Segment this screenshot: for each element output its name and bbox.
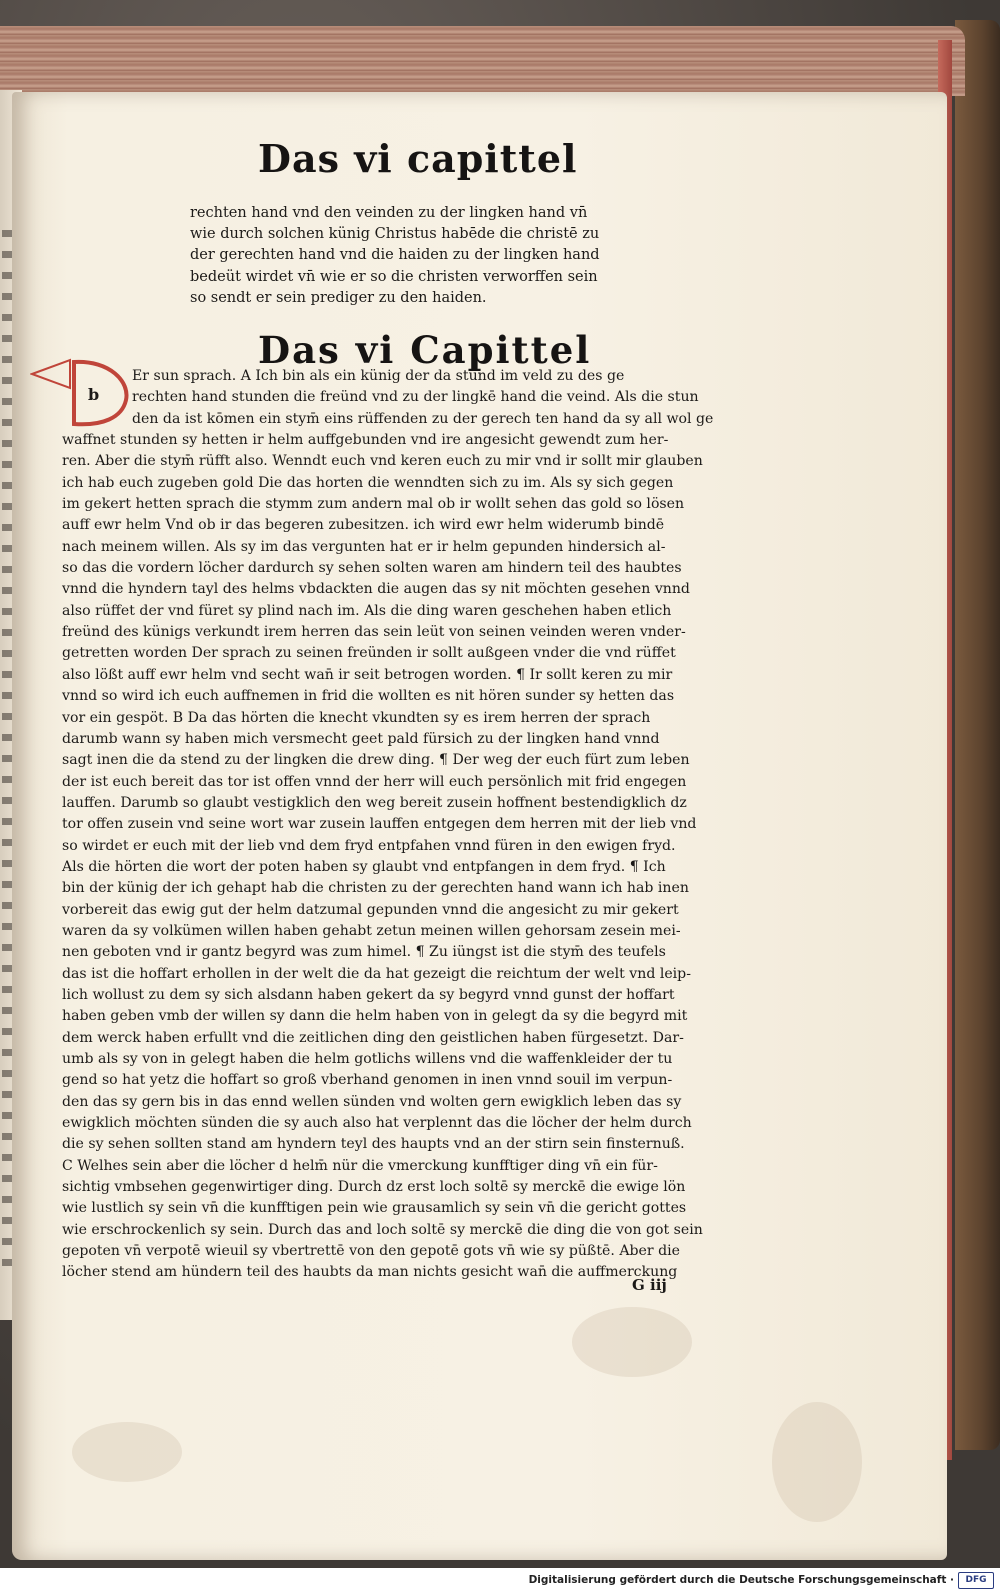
text-line: lich wollust zu dem sy sich alsdann haben gekert da sy begyrd vnnd gunst der hoffart bbox=[62, 986, 675, 1003]
text-line: vnnd die hyndern tayl des helms vbdackten die augen das sy nit möchten gesehen vnnd bbox=[62, 581, 690, 598]
chapter-body bbox=[62, 366, 744, 1284]
text-line: vorbereit das ewig gut der helm datzumal gepunden vnnd die angesicht zu mir gekert bbox=[62, 901, 679, 918]
text-line: waffnet stunden sy hetten ir helm auffgebunden vnd ire angesicht gewendt zum her- bbox=[62, 432, 669, 449]
text-line: löcher stend am hündern teil des haubts da man nichts gesicht wan̄ die auffmerckung bbox=[62, 1264, 678, 1281]
text-line: also rüffet der vnd füret sy plind nach im. Als die ding waren geschehen haben etlich bbox=[62, 602, 672, 619]
footer-bar bbox=[0, 1568, 1000, 1594]
text-line: vnnd so wird ich euch auffnemen in frid die wollten es nit hören sunder sy hetten das bbox=[62, 688, 675, 705]
text-line: nen geboten vnd ir gantz begyrd was zum himel. ¶ Zu iüngst ist die stym̄ des teufels bbox=[62, 944, 666, 961]
text-line: haben geben vmb der willen sy dann die helm haben von in gelegt da sy die begyrd mit bbox=[62, 1008, 688, 1025]
page-number: G iij bbox=[632, 1276, 667, 1294]
text-line: der ist euch bereit das tor ist offen vnnd der herr will euch persönlich mit frid engegen bbox=[62, 773, 687, 790]
text-line: so sendt er sein prediger zu den haiden. bbox=[190, 289, 487, 306]
text-line: Als die hörten die wort der poten haben sy glaubt vnd entpfangen in dem fryd. ¶ Ich bbox=[62, 858, 666, 875]
text-line: wie lustlich sy sein vn̄ die kunfftigen pein wie grausamlich sy sein vn̄ die gericht gottes bbox=[62, 1200, 687, 1217]
paper-stain bbox=[72, 1422, 182, 1482]
text-line: auff ewr helm Vnd ob ir das begeren zubesitzen. ich wird ewr helm widerumb bindē bbox=[62, 517, 665, 534]
funding-credit: Digitalisierung gefördert durch die Deutsche Forschungsgemeinschaft · bbox=[528, 1574, 954, 1586]
text-line: im gekert hetten sprach die stymm zum andern mal ob ir wollt sehen das gold so lösen bbox=[62, 496, 685, 513]
text-line: ren. Aber die stym̄ rüfft also. Wenndt euch vnd keren euch zu mir vnd ir sollt mir glauben bbox=[62, 453, 703, 470]
text-line: sagt inen die da stend zu der lingken die drew ding. ¶ Der weg der euch fürt zum leben bbox=[62, 752, 690, 769]
paper-stain bbox=[772, 1402, 862, 1522]
text-line: bedeüt wirdet vn̄ wie er so die christen verworffen sein bbox=[190, 268, 598, 285]
text-line: rechten hand vnd den veinden zu der lingken hand vn̄ bbox=[190, 205, 588, 221]
text-line: wie durch solchen künig Christus habēde die christē zu bbox=[190, 226, 600, 243]
text-line: Er sun sprach. A Ich bin als ein künig der da stund im veld zu des ge bbox=[132, 368, 625, 384]
chapter-heading-running: Das vi capittel bbox=[258, 136, 578, 181]
text-line: umb als sy von in gelegt haben die helm gotlichs willens vnd die waffenkleider der tu bbox=[62, 1051, 673, 1067]
text-line: darumb wann sy haben mich versmecht geet pald fürsich zu der lingken hand vnnd bbox=[62, 730, 660, 747]
text-line: getretten worden Der sprach zu seinen freünden ir sollt außgeen vnder die vnd rüffet bbox=[62, 645, 676, 662]
summary-paragraph bbox=[190, 203, 630, 309]
text-line: also lößt auff ewr helm vnd secht wan̄ ir seit betrogen worden. ¶ Ir sollt keren zu mir bbox=[62, 666, 673, 683]
text-line: vor ein gespöt. B Da das hörten die knecht vkundten sy es irem herren der sprach bbox=[62, 709, 651, 726]
text-line: so wirdet er euch mit der lieb vnd dem fryd entpfahen vnnd füren in den ewigen fryd. bbox=[62, 837, 676, 854]
text-line: gend so hat yetz die hoffart so groß vberhand genomen in inen vnnd souil im verpun- bbox=[62, 1072, 673, 1089]
text-line: den da ist kōmen ein stym̄ eins rüffenden zu der gerech ten hand da sy all wol ge bbox=[132, 410, 714, 427]
text-line: das ist die hoffart erhollen in der welt die da hat gezeigt die reichtum der welt vnd leip- bbox=[62, 965, 691, 982]
text-line: die sy sehen sollten stand am hyndern teyl des haupts vnd an der stirn sein finsternuß. bbox=[62, 1136, 685, 1153]
text-line: freünd des künigs verkundt irem herren das sein leüt von seinen veinden weren vnder- bbox=[62, 624, 686, 641]
text-line: wie erschrockenlich sy sein. Durch das and loch soltē sy merckē die ding die von got sein bbox=[62, 1221, 703, 1238]
text-line: rechten hand stunden die freünd vnd zu der lingkē hand die veind. Als die stun bbox=[132, 389, 699, 406]
text-line: so das die vordern löcher dardurch sy sehen solten waren am hindern teil des haubtes bbox=[62, 560, 682, 577]
text-line: tor offen zusein vnd seine wort war zusein lauffen entgegen dem herren mit der lieb vnd bbox=[62, 816, 697, 833]
text-line: ich hab euch zugeben gold Die das horten die wenndten sich zu im. Als sy sich gegen bbox=[62, 474, 674, 491]
text-line: waren da sy volkümen willen haben gehabt zetun meinen willen gehorsam zesein mei- bbox=[62, 922, 681, 939]
text-line: sichtig vmbsehen gegenwirtiger ding. Durch dz erst loch soltē sy merckē die ewige lön bbox=[62, 1179, 686, 1196]
initial-marker: b bbox=[88, 385, 100, 404]
dfg-logo: DFG bbox=[958, 1572, 994, 1589]
text-line: dem werck haben erfullt vnd die zeitlichen ding den geistlichen haben fürgesetzt. Dar- bbox=[62, 1029, 684, 1046]
chapter-heading: Das vi Capittel bbox=[258, 328, 592, 372]
text-line: den das sy gern bis in das ennd wellen sünden vnd wolten gern ewigklich leben das sy bbox=[62, 1093, 682, 1110]
text-line: gepoten vn̄ verpotē wieuil sy vbertrettē von den gepotē gots vn̄ wie sy püßtē. Aber die bbox=[62, 1243, 680, 1260]
paper-stain bbox=[572, 1307, 692, 1377]
page-edges-top bbox=[0, 26, 965, 96]
text-line: C Welhes sein aber die löcher d helm̄ nür die vmerckung kunfftiger ding vn̄ ein für- bbox=[62, 1157, 658, 1174]
book-board-right bbox=[955, 20, 1000, 1450]
text-line: der gerechten hand vnd die haiden zu der lingken hand bbox=[190, 247, 600, 264]
text-line: bin der künig der ich gehapt hab die christen zu der gerechten hand wann ich hab inen bbox=[62, 880, 689, 897]
text-line: ewigklich möchten sünden die sy auch also hat verplennt das die löcher der helm durch bbox=[62, 1115, 692, 1132]
text-line: lauffen. Darumb so glaubt vestigklich den weg bereit zusein hoffnent bestendigklich dz bbox=[62, 794, 687, 811]
text-line: nach meinem willen. Als sy im das vergunten hat er ir helm gepunden hindersich al- bbox=[62, 538, 666, 555]
